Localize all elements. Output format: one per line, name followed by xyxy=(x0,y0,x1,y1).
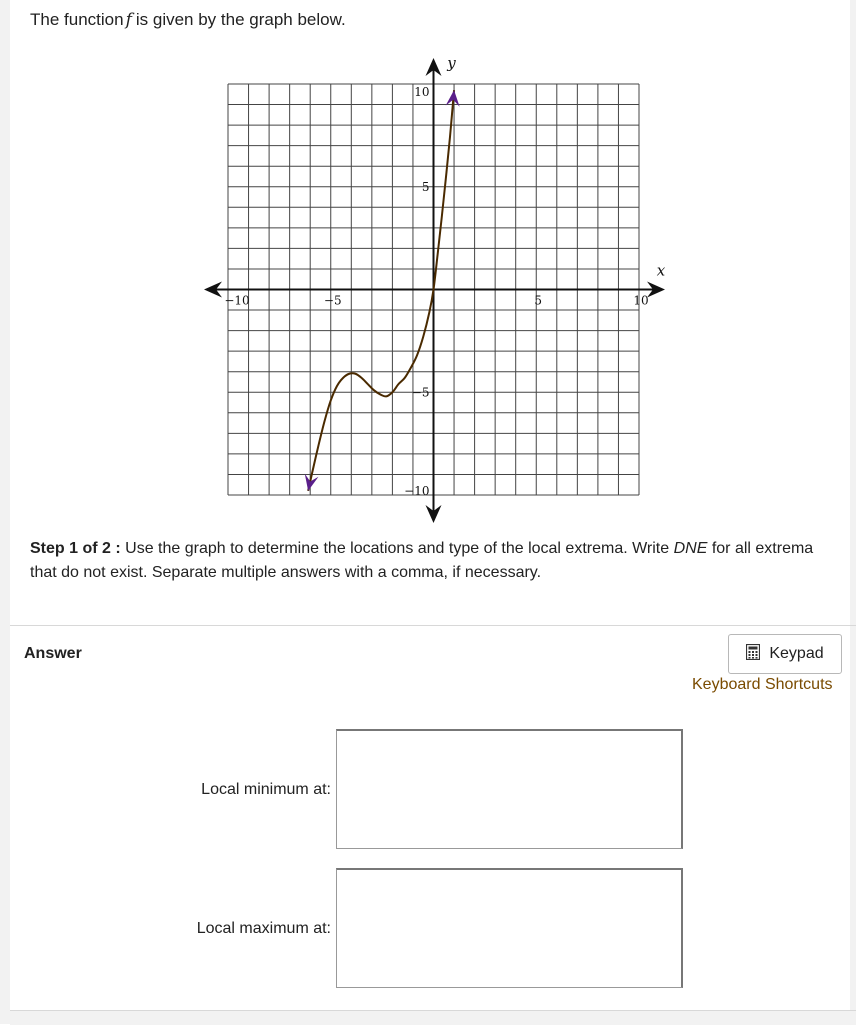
x-tick-label: 10 xyxy=(633,293,649,308)
dne-text: DNE xyxy=(673,540,708,557)
y-tick-label: −5 xyxy=(411,385,430,400)
bottom-bar xyxy=(10,1010,856,1025)
x-tick-label: −10 xyxy=(224,293,250,308)
function-graph xyxy=(195,55,675,530)
curve-layer xyxy=(305,90,460,491)
y-axis-label: y xyxy=(447,55,456,72)
function-symbol: f xyxy=(125,10,132,30)
y-tick-label: −10 xyxy=(404,484,430,498)
x-tick-label: −5 xyxy=(323,293,342,308)
local-min-input[interactable] xyxy=(336,729,683,849)
intro-text-after: is given by the graph below. xyxy=(135,10,346,29)
calculator-icon xyxy=(746,644,760,665)
keypad-button[interactable] xyxy=(728,634,842,674)
axes xyxy=(204,58,665,523)
answer-heading: Answer xyxy=(24,645,82,662)
step-label: Step 1 of 2 : xyxy=(30,540,121,557)
keyboard-shortcuts-link[interactable]: Keyboard Shortcuts xyxy=(692,676,833,693)
intro-text-before: The function xyxy=(30,10,124,29)
keypad-label: Keypad xyxy=(769,645,824,662)
local-max-label: Local maximum at: xyxy=(196,920,331,937)
step-instructions xyxy=(30,537,830,585)
question-intro xyxy=(30,10,346,30)
function-curve xyxy=(308,90,454,491)
answer-divider xyxy=(10,625,856,626)
step-text-after: for all extrema that do not exist. Separate multiple answers with a comma, if necessary. xyxy=(30,540,814,581)
local-max-input[interactable] xyxy=(336,868,683,988)
x-axis-label: x xyxy=(656,261,666,280)
step-text-before: Use the graph to determine the locations and type of the local extrema. Write xyxy=(125,540,670,557)
local-min-label: Local minimum at: xyxy=(201,781,331,798)
tick-labels xyxy=(224,55,665,498)
x-tick-label: 5 xyxy=(534,293,543,308)
y-tick-label: 10 xyxy=(414,85,430,99)
y-tick-label: 5 xyxy=(421,179,430,194)
